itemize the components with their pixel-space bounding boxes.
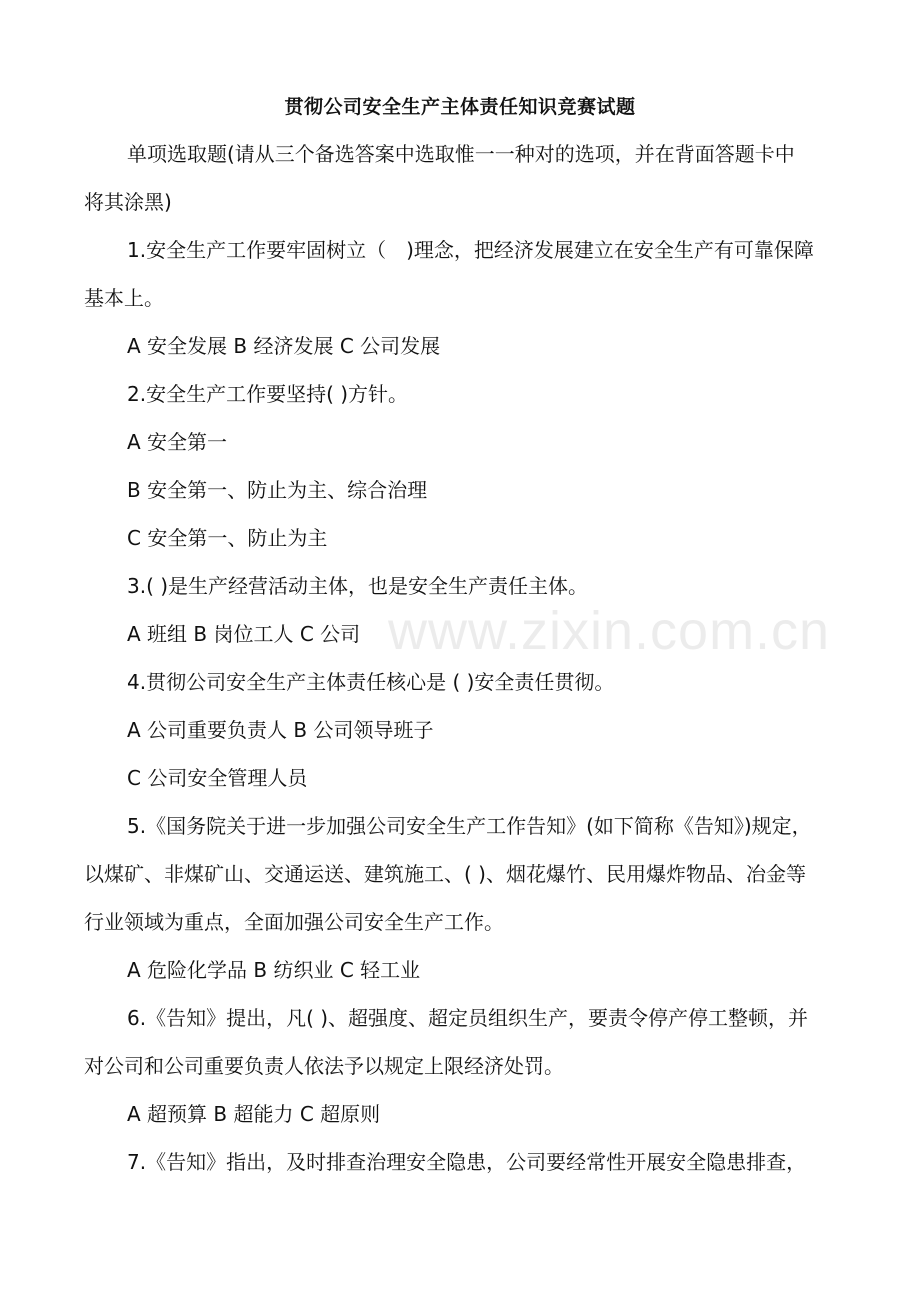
question-1-line-2: 基本上。 [84, 286, 164, 310]
document-title: 贯彻公司安全生产主体责任知识竞赛试题 [284, 96, 636, 118]
question-5-line-2: 以煤矿、非煤矿山、交通运送、建筑施工、( )、烟花爆竹、民用爆炸物品、冶金等 [84, 862, 806, 886]
question-5-line-3: 行业领域为重点，全面加强公司安全生产工作。 [84, 910, 504, 934]
question-6-line-2: 对公司和公司重要负责人依法予以规定上限经济处罚。 [84, 1054, 564, 1078]
question-5-options: A 危险化学品 B 纺织业 C 轻工业 [127, 958, 421, 982]
question-1-options: A 安全发展 B 经济发展 C 公司发展 [127, 334, 441, 358]
question-4-line-1: 4.贯彻公司安全生产主体责任核心是 ( )安全责任贯彻。 [127, 670, 615, 694]
instructions-line-2: 将其涂黑) [84, 190, 172, 214]
question-5-line-1: 5.《国务院关于进一步加强公司安全生产工作告知》(如下简称《告知》)规定， [127, 814, 812, 838]
question-4-option-c: C 公司安全管理人员 [127, 766, 308, 790]
watermark-text: www.zixin.com.cn [388, 601, 831, 661]
instructions-line-1: 单项选取题(请从三个备选答案中选取惟一一种对的选项，并在背面答题卡中 [127, 142, 795, 166]
question-2-line-1: 2.安全生产工作要坚持( )方针。 [127, 382, 409, 406]
question-3-line-1: 3.( )是生产经营活动主体，也是安全生产责任主体。 [127, 574, 589, 598]
question-2-option-a: A 安全第一 [127, 430, 228, 454]
question-2-option-c: C 安全第一、防止为主 [127, 526, 328, 550]
question-7-line-1: 7.《告知》指出，及时排查治理安全隐患，公司要经常性开展安全隐患排查， [127, 1150, 807, 1174]
question-3-options: A 班组 B 岗位工人 C 公司 [127, 622, 361, 646]
question-6-options: A 超预算 B 超能力 C 超原则 [127, 1102, 381, 1126]
question-2-option-b: B 安全第一、防止为主、综合治理 [127, 478, 428, 502]
question-1-line-1: 1.安全生产工作要牢固树立（ )理念，把经济发展建立在安全生产有可靠保障 [127, 238, 814, 262]
question-4-options-ab: A 公司重要负责人 B 公司领导班子 [127, 718, 434, 742]
question-6-line-1: 6.《告知》提出，凡( )、超强度、超定员组织生产，要责令停产停工整顿，并 [127, 1006, 809, 1030]
